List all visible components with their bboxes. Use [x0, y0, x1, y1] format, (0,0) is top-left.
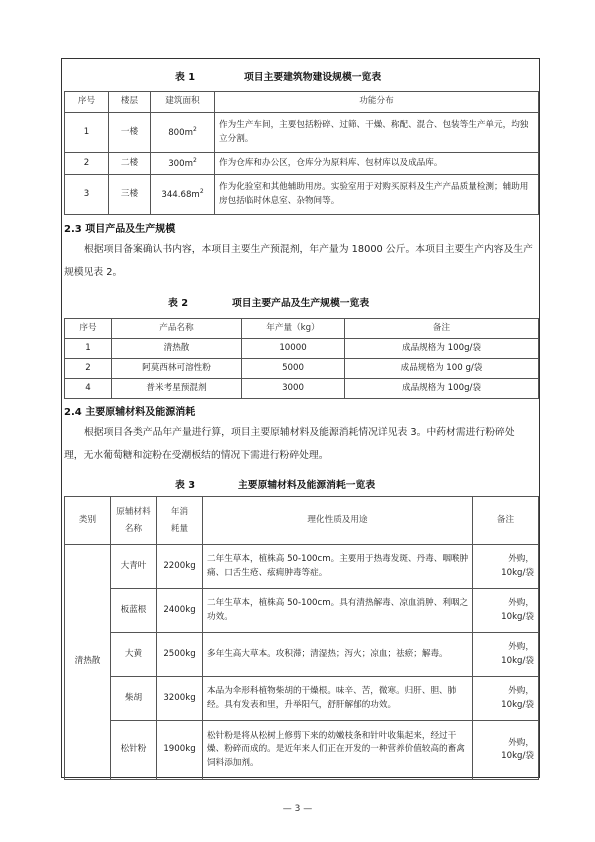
table1-header-function: 功能分布 [215, 92, 539, 113]
table1-cell-no: 3 [65, 175, 109, 215]
table1-title: 项目主要建筑物建设规模一览表 [244, 72, 382, 83]
table2-cell-name: 普米考星预混剂 [112, 379, 242, 399]
table1-cell-no: 1 [65, 113, 109, 153]
table3-cell-material: 大黄 [111, 633, 157, 677]
note-line-1: 外购， [508, 686, 534, 697]
area-value: 800m [168, 127, 193, 138]
table1-cell-function: 作为仓库和办公区，仓库分为原料库、包材库以及成品库。 [215, 153, 539, 175]
note-line-2: 10kg/袋 [501, 567, 534, 578]
section-2-4-heading: 2.4 主要原辅材料及能源消耗 [64, 407, 196, 418]
table1-cell-area [151, 153, 215, 175]
note-line-2: 10kg/袋 [501, 611, 534, 622]
table3-cell-qty: 1900kg [157, 721, 203, 780]
table3-cell-material: 松针粉 [111, 721, 157, 780]
table3-header-consumption: 年消耗量 [157, 497, 203, 545]
area-unit-sup: 2 [192, 125, 197, 133]
table3-cell-props: 多年生高大草本。攻积滞；清湿热；泻火；凉血；祛瘀；解毒。 [203, 633, 473, 677]
note-line-1: 外购， [508, 598, 534, 609]
note-line-2: 10kg/袋 [501, 751, 534, 761]
section-2-3-paragraph: 根据项目备案确认书内容，本项目主要生产预混剂，年产量为 18000 公斤。本项目主要生产内容及生产规模见表 2。 [64, 244, 533, 278]
table2-header-row [65, 319, 539, 339]
table1-cell-area [151, 175, 215, 215]
area-unit-sup: 2 [199, 187, 204, 195]
table3-cell-material: 大青叶 [111, 545, 157, 589]
table2-cell-name: 阿莫西林可溶性粉 [112, 359, 242, 379]
table3-header-material: 原辅材料名称 [111, 497, 157, 545]
note-line-1: 外购， [508, 737, 534, 748]
table2-cell-qty: 10000 [242, 339, 345, 359]
table1-cell-floor: 一楼 [109, 113, 151, 153]
table1-header-area: 建筑面积 [151, 92, 215, 113]
table3 [64, 496, 539, 780]
table3-cell-material: 板蓝根 [111, 589, 157, 633]
table-row [65, 113, 539, 153]
table2-cell-no: 1 [65, 339, 112, 359]
table3-header-props: 理化性质及用途 [203, 497, 473, 545]
note-line-2: 10kg/袋 [501, 699, 534, 710]
table1-cell-area [151, 113, 215, 153]
table2-cell-name: 清热散 [112, 339, 242, 359]
table-row [65, 339, 539, 359]
table3-number: 表 3 [175, 480, 196, 491]
table3-cell-props: 二年生草本，植株高 50-100cm。主要用于热毒发斑、丹毒、咽喉肿痛、口舌生疮、痃痈肿毒等症。 [203, 545, 473, 589]
table1-number: 表 1 [175, 72, 196, 83]
table-row [65, 359, 539, 379]
area-unit-sup: 2 [192, 156, 197, 164]
table2-header-name: 产品名称 [112, 319, 242, 339]
table1-cell-function: 作为化验室和其他辅助用房。实验室用于对购买原料及生产产品质量检测；辅助用房包括临时休息室、杂物间等。 [215, 175, 539, 215]
table3-header-row [65, 497, 539, 545]
table-row [65, 677, 539, 721]
table1-header-floor: 楼层 [109, 92, 151, 113]
table-row [65, 721, 539, 780]
table2-header-note: 备注 [345, 319, 539, 339]
table-row [65, 545, 539, 589]
table3-header-category: 类别 [65, 497, 111, 545]
table-row [65, 175, 539, 215]
table2-header-qty: 年产量（kg） [242, 319, 345, 339]
table1 [64, 91, 539, 215]
table2-cell-note: 成品规格为 100g/袋 [345, 379, 539, 399]
table2 [64, 318, 539, 399]
table1-header-row [65, 92, 539, 113]
table3-cell-note [473, 677, 539, 721]
table3-cell-material: 柴胡 [111, 677, 157, 721]
table2-header-no: 序号 [65, 319, 112, 339]
table2-cell-qty: 5000 [242, 359, 345, 379]
table1-cell-function: 作为生产车间，主要包括粉碎、过筛、干燥、称配、混合、包装等生产单元，均独立分割。 [215, 113, 539, 153]
table2-cell-note: 成品规格为 100g/袋 [345, 339, 539, 359]
area-value: 300m [168, 158, 193, 169]
table3-cell-qty: 2200kg [157, 545, 203, 589]
table3-cell-props: 松针粉是将从松树上修剪下来的幼嫩枝条和针叶收集起来，经过干燥、粉碎而成的。是近年来人们正在开发的一种营养价值较高的畜禽饲料添加剂。 [203, 721, 473, 780]
table-row [65, 153, 539, 175]
table2-cell-note: 成品规格为 100 g/袋 [345, 359, 539, 379]
table2-title: 项目主要产品及生产规模一览表 [232, 298, 370, 309]
table3-cell-qty: 2400kg [157, 589, 203, 633]
table3-cell-category: 清热散 [65, 545, 111, 780]
table3-cell-note [473, 633, 539, 677]
page-number: — 3 — [282, 804, 313, 814]
table3-cell-qty: 3200kg [157, 677, 203, 721]
table-row [65, 633, 539, 677]
table3-cell-props: 本品为伞形科植物柴胡的干燥根。味辛、苦，微寒。归肝、胆、肺经。具有发表和里，升举阳气，舒肝解郁的功效。 [203, 677, 473, 721]
note-line-1: 外购， [508, 642, 534, 653]
table1-cell-no: 2 [65, 153, 109, 175]
table2-number: 表 2 [168, 298, 189, 309]
table3-cell-qty: 2500kg [157, 633, 203, 677]
table3-title: 主要原辅材料及能源消耗一览表 [238, 480, 376, 491]
area-value: 344.68m [161, 189, 200, 200]
table1-cell-floor: 三楼 [109, 175, 151, 215]
section-2-4-paragraph: 根据项目各类产品年产量进行算，项目主要原辅材料及能源消耗情况详见表 3。中药材需进行粉碎处理，无水葡萄糖和淀粉在受潮板结的情况下需进行粉碎处理。 [64, 427, 515, 461]
table-row [65, 379, 539, 399]
table2-cell-no: 2 [65, 359, 112, 379]
table3-header-note: 备注 [473, 497, 539, 545]
note-line-1: 外购， [508, 554, 534, 565]
table2-cell-qty: 3000 [242, 379, 345, 399]
table1-cell-floor: 二楼 [109, 153, 151, 175]
table-row [65, 589, 539, 633]
table3-cell-note [473, 589, 539, 633]
section-2-3-heading: 2.3 项目产品及生产规模 [64, 224, 176, 235]
table2-cell-no: 4 [65, 379, 112, 399]
table3-cell-props: 二年生草本，植株高 50-100cm。具有清热解毒、凉血消肿、利咽之功效。 [203, 589, 473, 633]
table3-cell-note [473, 721, 539, 780]
table3-cell-note [473, 545, 539, 589]
note-line-2: 10kg/袋 [501, 655, 534, 666]
table1-header-no: 序号 [65, 92, 109, 113]
